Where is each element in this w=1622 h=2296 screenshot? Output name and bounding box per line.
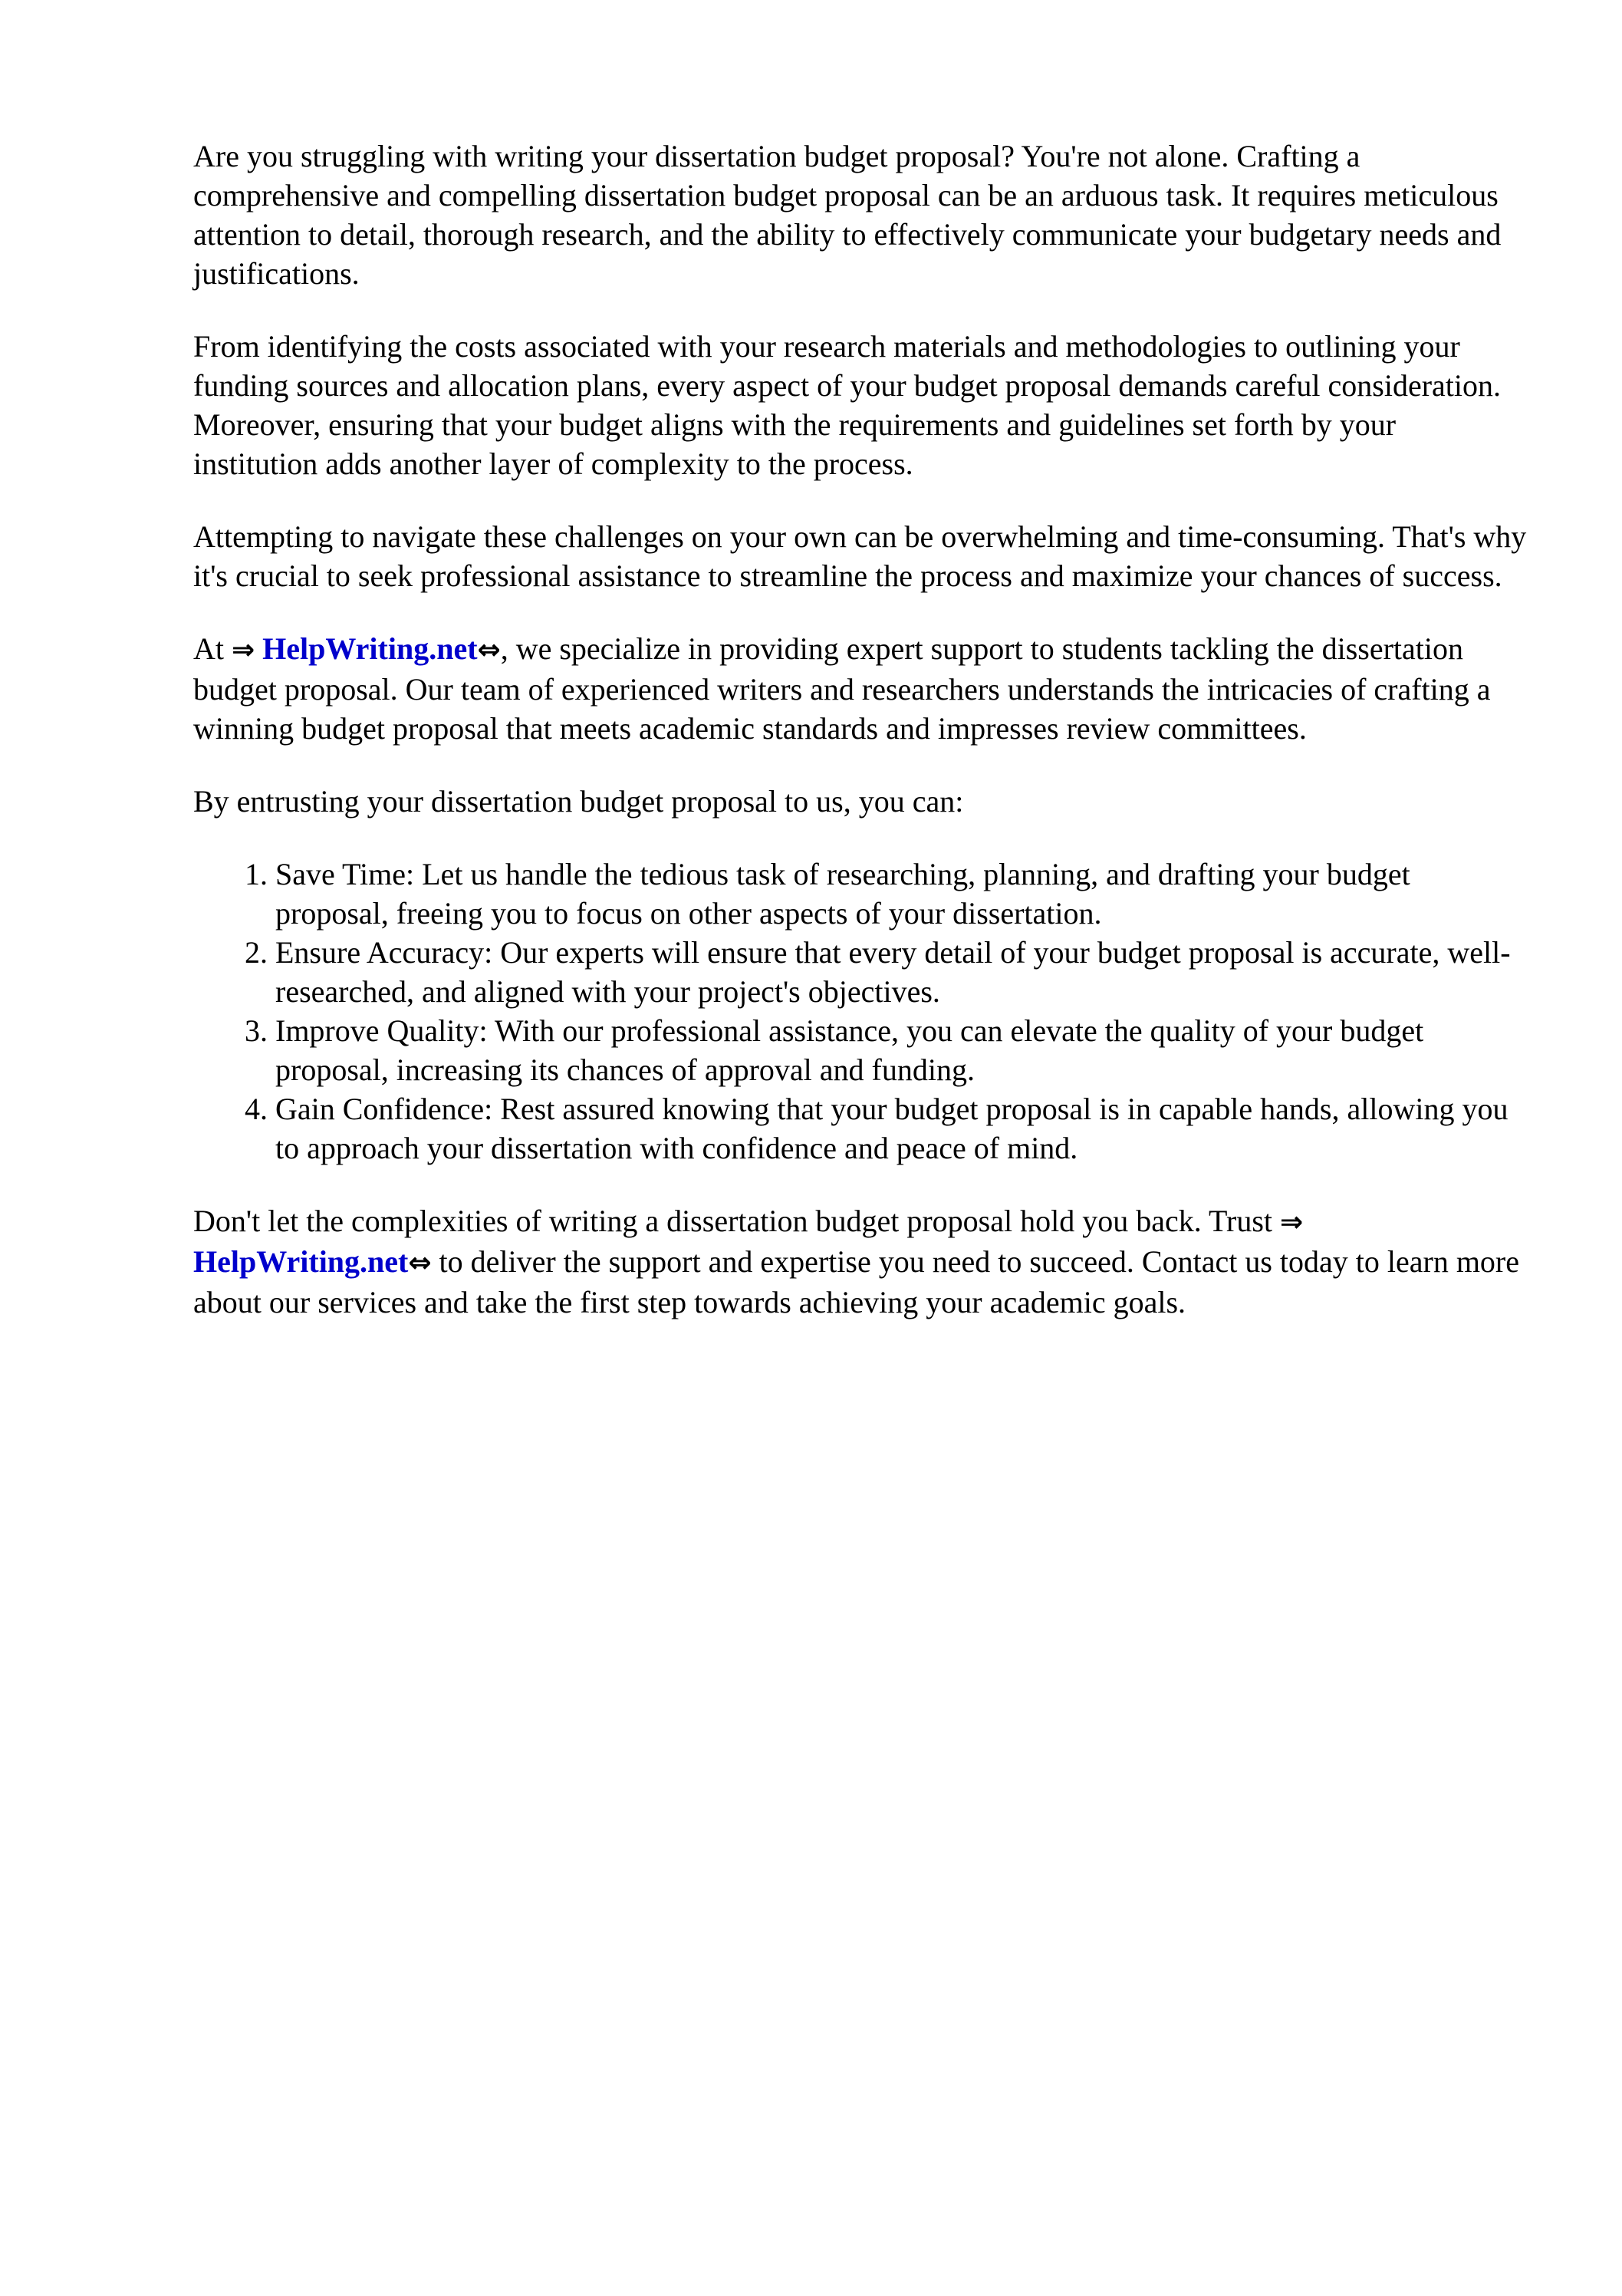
costs-paragraph: From identifying the costs associated with your research materials and methodologies to outlining your funding sources and allocation plans, every aspect of your budget proposal demands careful consideration. Moreover, ensuring that your budget aligns with the requirements and guidelines set forth by your institution adds another layer of complexity to the process. [193, 329, 1502, 481]
arrow-both-icon: ⇔ [408, 1247, 432, 1279]
benefits-list [193, 855, 1528, 1168]
closing-suffix: to deliver the support and expertise you need to succeed. Contact us today to learn more about our services and take the first step towards achieving your academic goals. [193, 1244, 1520, 1319]
list-item: 3. Improve Quality: With our professional assistance, you can elevate the quality of your budget proposal, increasing its chances of approval and funding. [275, 1011, 1528, 1089]
promo-paragraph [193, 629, 1528, 748]
document-body [193, 137, 1528, 1356]
assistance-paragraph: Attempting to navigate these challenges on your own can be overwhelming and time-consuming. That's why it's crucial to seek professional assistance to streamline the process and maximize your chances of success. [193, 519, 1527, 593]
arrow-both-icon: ⇔ [477, 634, 501, 666]
list-intro: By entrusting your dissertation budget proposal to us, you can: [193, 784, 964, 819]
intro-paragraph: Are you struggling with writing your dissertation budget proposal? You're not alone. Crafting a comprehensive and compelling dissertation budget proposal can be an arduous task. It requires meticulous attention to detail, thorough research, and the ability to effectively communicate your budgetary needs and justifications. [193, 139, 1502, 291]
promo-prefix: At [193, 631, 232, 666]
closing-paragraph [193, 1201, 1528, 1322]
arrow-right-icon: ⇒ [1280, 1207, 1304, 1238]
helpwriting-link[interactable]: HelpWriting.net [262, 631, 478, 666]
promo-suffix: , we specialize in providing expert support to students tackling the dissertation budget proposal. Our team of experienced writers and researchers understands the intricacies of crafting a winning budget proposal that meets academic standards and impresses review committees. [193, 631, 1491, 746]
helpwriting-link[interactable]: HelpWriting.net [193, 1244, 409, 1279]
arrow-right-icon: ⇒ [232, 634, 255, 666]
closing-prefix: Don't let the complexities of writing a dissertation budget proposal hold you back. Trust [193, 1204, 1281, 1238]
list-item: 2. Ensure Accuracy: Our experts will ensure that every detail of your budget proposal is accurate, well-researched, and aligned with your project's objectives. [275, 933, 1528, 1011]
list-item: 1. Save Time: Let us handle the tedious task of researching, planning, and drafting your budget proposal, freeing you to focus on other aspects of your dissertation. [275, 855, 1528, 933]
list-item: 4. Gain Confidence: Rest assured knowing that your budget proposal is in capable hands, allowing you to approach your dissertation with confidence and peace of mind. [275, 1089, 1528, 1168]
